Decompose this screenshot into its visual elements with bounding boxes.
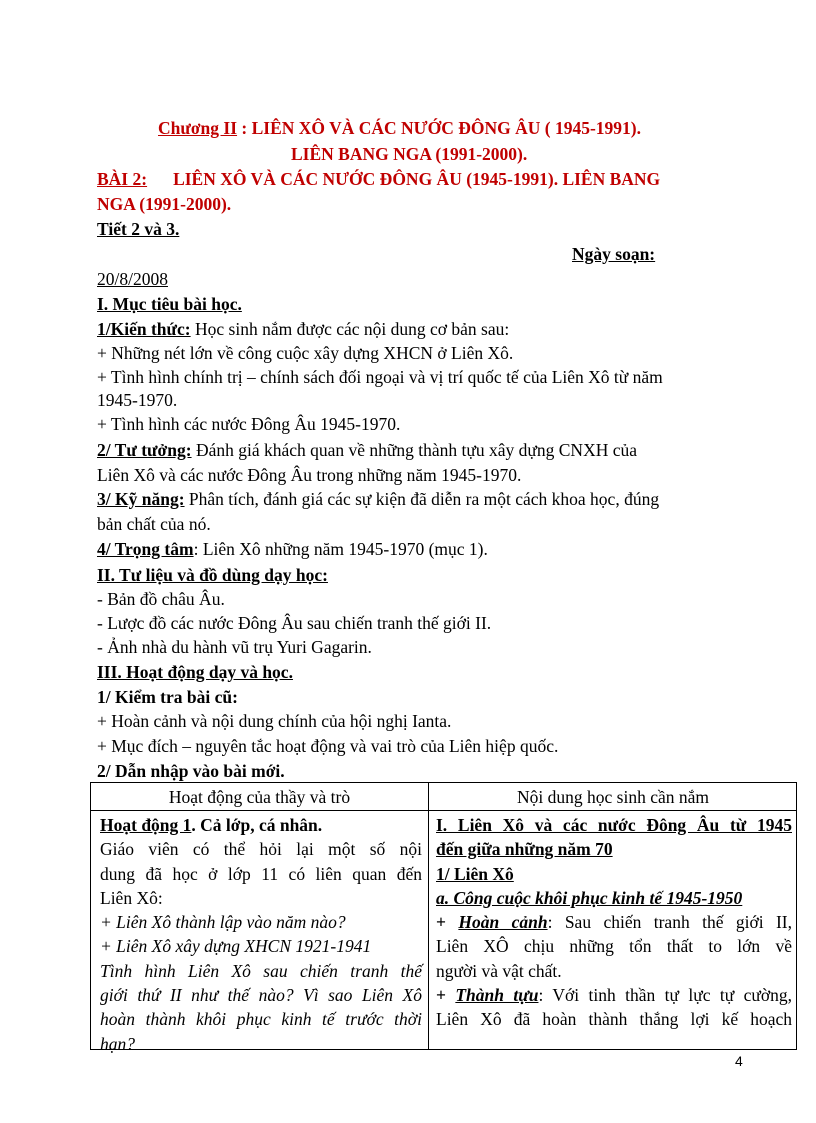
knowledge-item: + Tình hình các nước Đông Âu 1945-1970.: [97, 414, 401, 434]
activities-heading: III. Hoạt động dạy và học.: [97, 662, 293, 682]
focus-line: 4/ Trọng tâm: Liên Xô những năm 1945-1970 (mục 1).: [97, 539, 488, 559]
left-line: Giáo viên có thể hỏi lại một số nội: [100, 839, 422, 860]
date-label: Ngày soạn:: [572, 244, 656, 264]
material-item: - Ảnh nhà du hành vũ trụ Yuri Gagarin.: [97, 637, 372, 657]
knowledge-item: + Tình hình chính trị – chính sách đối ngoại và vị trí quốc tế của Liên Xô từ năm: [97, 367, 663, 387]
review-label: 1/ Kiểm tra bài cũ:: [97, 687, 238, 707]
left-line: dung đã học ở lớp 11 có liên quan đến: [100, 863, 422, 884]
context-line-2: Liên XÔ chịu những tổn thất to lớn về: [436, 936, 792, 957]
question: + Liên Xô thành lập vào năm nào?: [100, 912, 346, 933]
sub-sub-title: a. Công cuộc khôi phục kinh tế 1945-1950: [436, 887, 743, 908]
page-number: 4: [735, 1053, 743, 1069]
question: + Liên Xô xây dựng XHCN 1921-1941: [100, 936, 372, 957]
thought-line: 2/ Tư tưởng: Đánh giá khách quan về những thành tựu xây dựng CNXH của: [97, 440, 638, 460]
achieve-line-2: Liên Xô đã hoàn thành thắng lợi kế hoạch: [436, 1009, 792, 1030]
column-divider: [428, 783, 429, 1049]
left-cell: [100, 813, 422, 1056]
review-item: + Mục đích – nguyên tắc hoạt động và vai trò của Liên hiệp quốc.: [97, 736, 559, 756]
header-divider: [91, 810, 796, 811]
achieve-line: + Thành tựu: Với tinh thần tự lực tự cường,: [436, 985, 792, 1006]
intro-label: 2/ Dẫn nhập vào bài mới.: [97, 761, 285, 781]
left-line: Liên Xô:: [100, 887, 163, 908]
knowledge-item: 1945-1970.: [97, 390, 178, 410]
context-line-3: người và vật chất.: [436, 960, 562, 981]
skill-line: 3/ Kỹ năng: Phân tích, đánh giá các sự kiện đã diễn ra một cách khoa học, đúng: [97, 489, 660, 509]
skill-line-2: bản chất của nó.: [97, 514, 211, 534]
question: giới thứ II như thế nào? Vì sao Liên Xô: [100, 985, 422, 1006]
date-value: 20/8/2008: [97, 269, 168, 289]
lesson-title: BÀI 2: LIÊN XÔ VÀ CÁC NƯỚC ĐÔNG ÂU (1945-1991). LIÊN BANG: [97, 169, 661, 189]
section-title-2: đến giữa những năm 70: [436, 839, 613, 860]
lesson-table: [90, 782, 797, 1054]
lesson-label: BÀI 2:: [97, 169, 148, 189]
chapter-label: Chương II: [158, 118, 238, 138]
col-left-header: Hoạt động của thầy và trò: [168, 787, 351, 807]
question: Tình hình Liên Xô sau chiến tranh thế: [100, 960, 422, 981]
context-line: + Hoàn cảnh: Sau chiến tranh thế giới II,: [436, 912, 792, 933]
thought-line-2: Liên Xô và các nước Đông Âu trong những năm 1945-1970.: [97, 465, 522, 485]
col-right-header: Nội dung học sinh cần nắm: [517, 787, 709, 807]
lesson-title-2: NGA (1991-2000).: [97, 194, 232, 214]
question: hoàn thành khôi phục kinh tế trước thời: [100, 1009, 422, 1030]
knowledge-item: + Những nét lớn về công cuộc xây dựng XHCN ở Liên Xô.: [97, 343, 514, 363]
section-title: I. Liên Xô và các nước Đông Âu từ 1945: [436, 815, 792, 835]
chapter-title: Chương II : LIÊN XÔ VÀ CÁC NƯỚC ĐÔNG ÂU ( 1945-1991).: [158, 118, 641, 138]
materials-heading: II. Tư liệu và đồ dùng dạy học:: [97, 565, 328, 585]
knowledge-line: 1/Kiến thức: Học sinh nắm được các nội dung cơ bản sau:: [97, 319, 510, 339]
chapter-title-2: LIÊN BANG NGA (1991-2000).: [291, 144, 528, 164]
right-cell: [436, 813, 792, 1032]
activity-heading: Hoạt động 1. Cả lớp, cá nhân.: [100, 815, 323, 835]
material-item: - Lược đồ các nước Đông Âu sau chiến tranh thế giới II.: [97, 613, 492, 633]
material-item: - Bản đồ châu Âu.: [97, 589, 225, 609]
review-item: + Hoàn cảnh và nội dung chính của hội nghị Ianta.: [97, 711, 452, 731]
period: Tiết 2 và 3.: [97, 219, 180, 239]
sub-title: 1/ Liên Xô: [436, 863, 514, 884]
objectives-heading: I. Mục tiêu bài học.: [97, 294, 242, 314]
question: hạn?: [100, 1033, 135, 1054]
